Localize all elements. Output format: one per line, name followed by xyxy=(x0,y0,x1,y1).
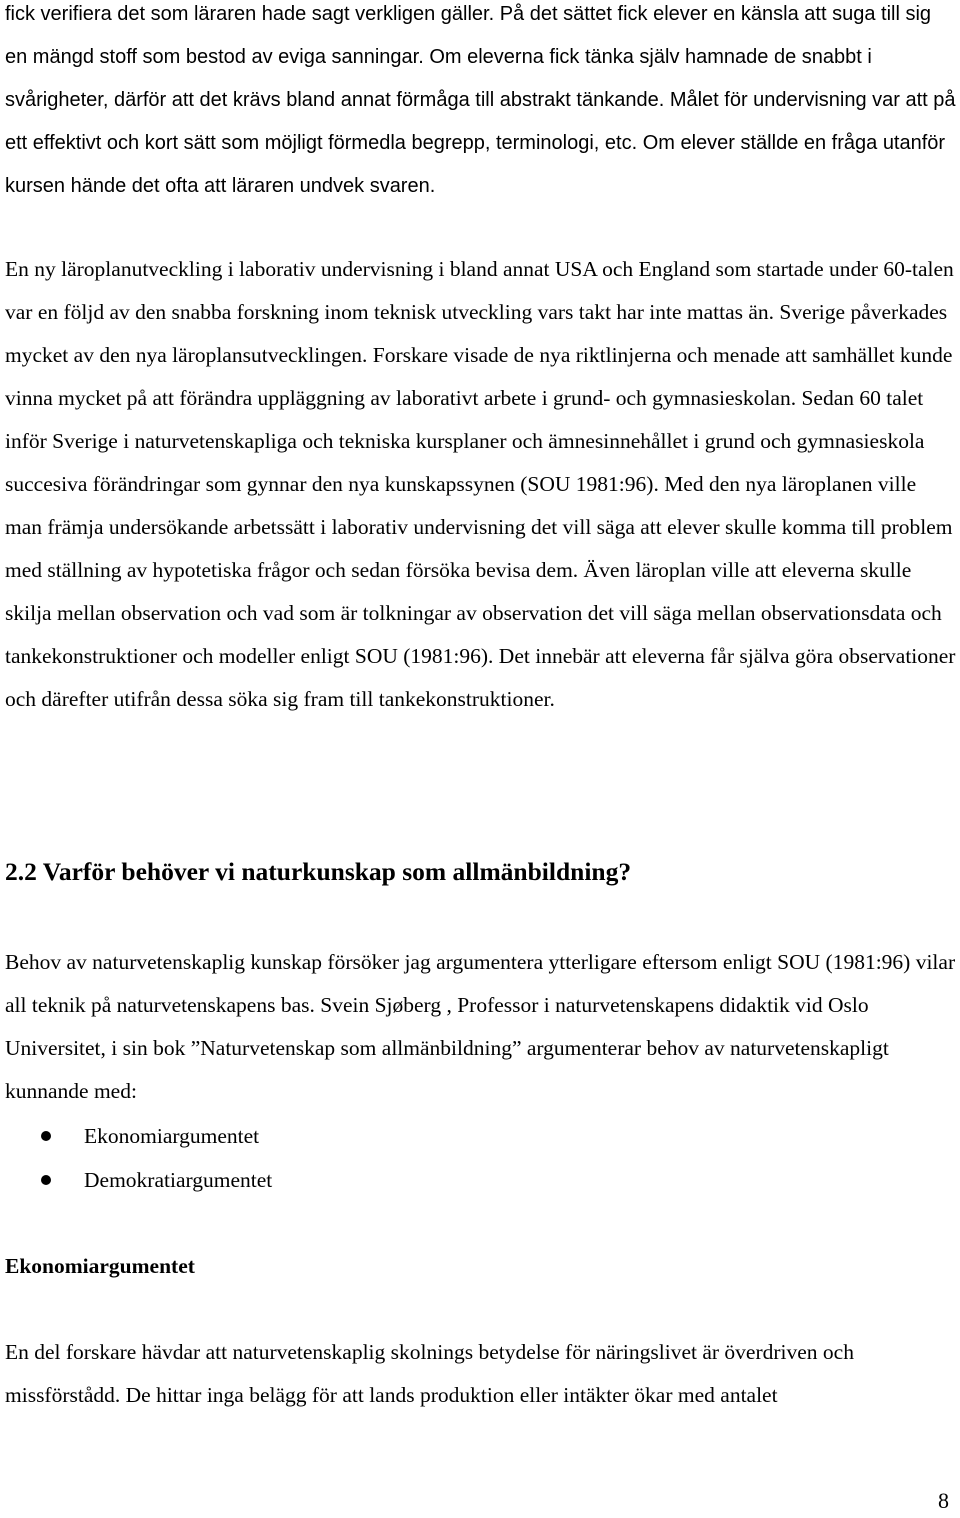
page-number: 8 xyxy=(938,1488,949,1513)
paragraph-laborativ-undervisning: En ny läroplanutveckling i laborativ undervisning i bland annat USA och England som startade under 60-talen var en följd av den snabba forskning inom teknisk utveckling vars takt har inte mattas än. Sverige påverkades mycket av den nya läroplansutvecklingen. Forskare visade de nya riktlinjerna och menade att samhället kunde vinna mycket på att förändra uppläggning av laborativt arbete i grund- och gymnasieskolan. Sedan 60 talet inför Sverige i naturvetenskapliga och tekniska kursplaner och ämnesinnehållet i grund och gymnasieskola succesiva förändringar som gynnar den nya kunskapssynen (SOU 1981:96). Med den nya läroplanen ville man främja undersökande arbetssätt i laborativ undervisning det vill säga att elever skulle komma till problem med ställning av hypotetiska frågor och sedan försöka bevisa dem. Även läroplan ville att eleverna skulle skilja mellan observation och vad som är tolkningar av observation det vill säga mellan observationsdata och tankekonstruktioner och modeller enligt SOU (1981:96). Det innebär att eleverna får själva göra observationer och därefter utifrån dessa söka sig fram till tankekonstruktioner. xyxy=(5,257,956,711)
bullet-list xyxy=(5,1114,272,1202)
paragraph-intro: fick verifiera det som läraren hade sagt verkligen gäller. På det sättet fick elever en känsla att suga till sig en mängd stoff som bestod av eviga sanningar. Om eleverna fick tänka själv hamnade de snabbt i svårigheter, därför att det krävs bland annat förmåga till abstrakt tänkande. Målet för undervisning var att på ett effektivt och kort sätt som möjligt förmedla begrepp, terminologi, etc. Om elever ställde en fråga utanför kursen hände det ofta att läraren undvek svaren. xyxy=(5,3,956,197)
list-item-label: Ekonomiargumentet xyxy=(84,1124,260,1148)
list-item xyxy=(5,1158,272,1202)
document-page xyxy=(5,0,957,1518)
list-item xyxy=(5,1114,272,1158)
paragraph-forskare: En del forskare hävdar att naturvetenskaplig skolnings betydelse för näringslivet är överdriven och missförstådd. De hittar inga belägg för att lands produktion eller intäkter ökar med antalet xyxy=(5,1340,854,1407)
bullet-icon xyxy=(41,1131,51,1141)
bullet-icon xyxy=(41,1175,51,1185)
paragraph-behov: Behov av naturvetenskaplig kunskap försöker jag argumentera ytterligare eftersom enligt SOU (1981:96) vilar all teknik på naturvetenskapens bas. Svein Sjøberg , Professor i naturvetenskapens didaktik vid Oslo Universitet, i sin bok ”Naturvetenskap som allmänbildning” argumenterar behov av naturvetenskapligt kunnande med: xyxy=(5,950,956,1103)
subheading-ekonomiargumentet: Ekonomiargumentet xyxy=(5,1254,195,1278)
section-heading: 2.2 Varför behöver vi naturkunskap som allmänbildning? xyxy=(5,857,632,886)
list-item-label: Demokratiargumentet xyxy=(84,1168,273,1192)
